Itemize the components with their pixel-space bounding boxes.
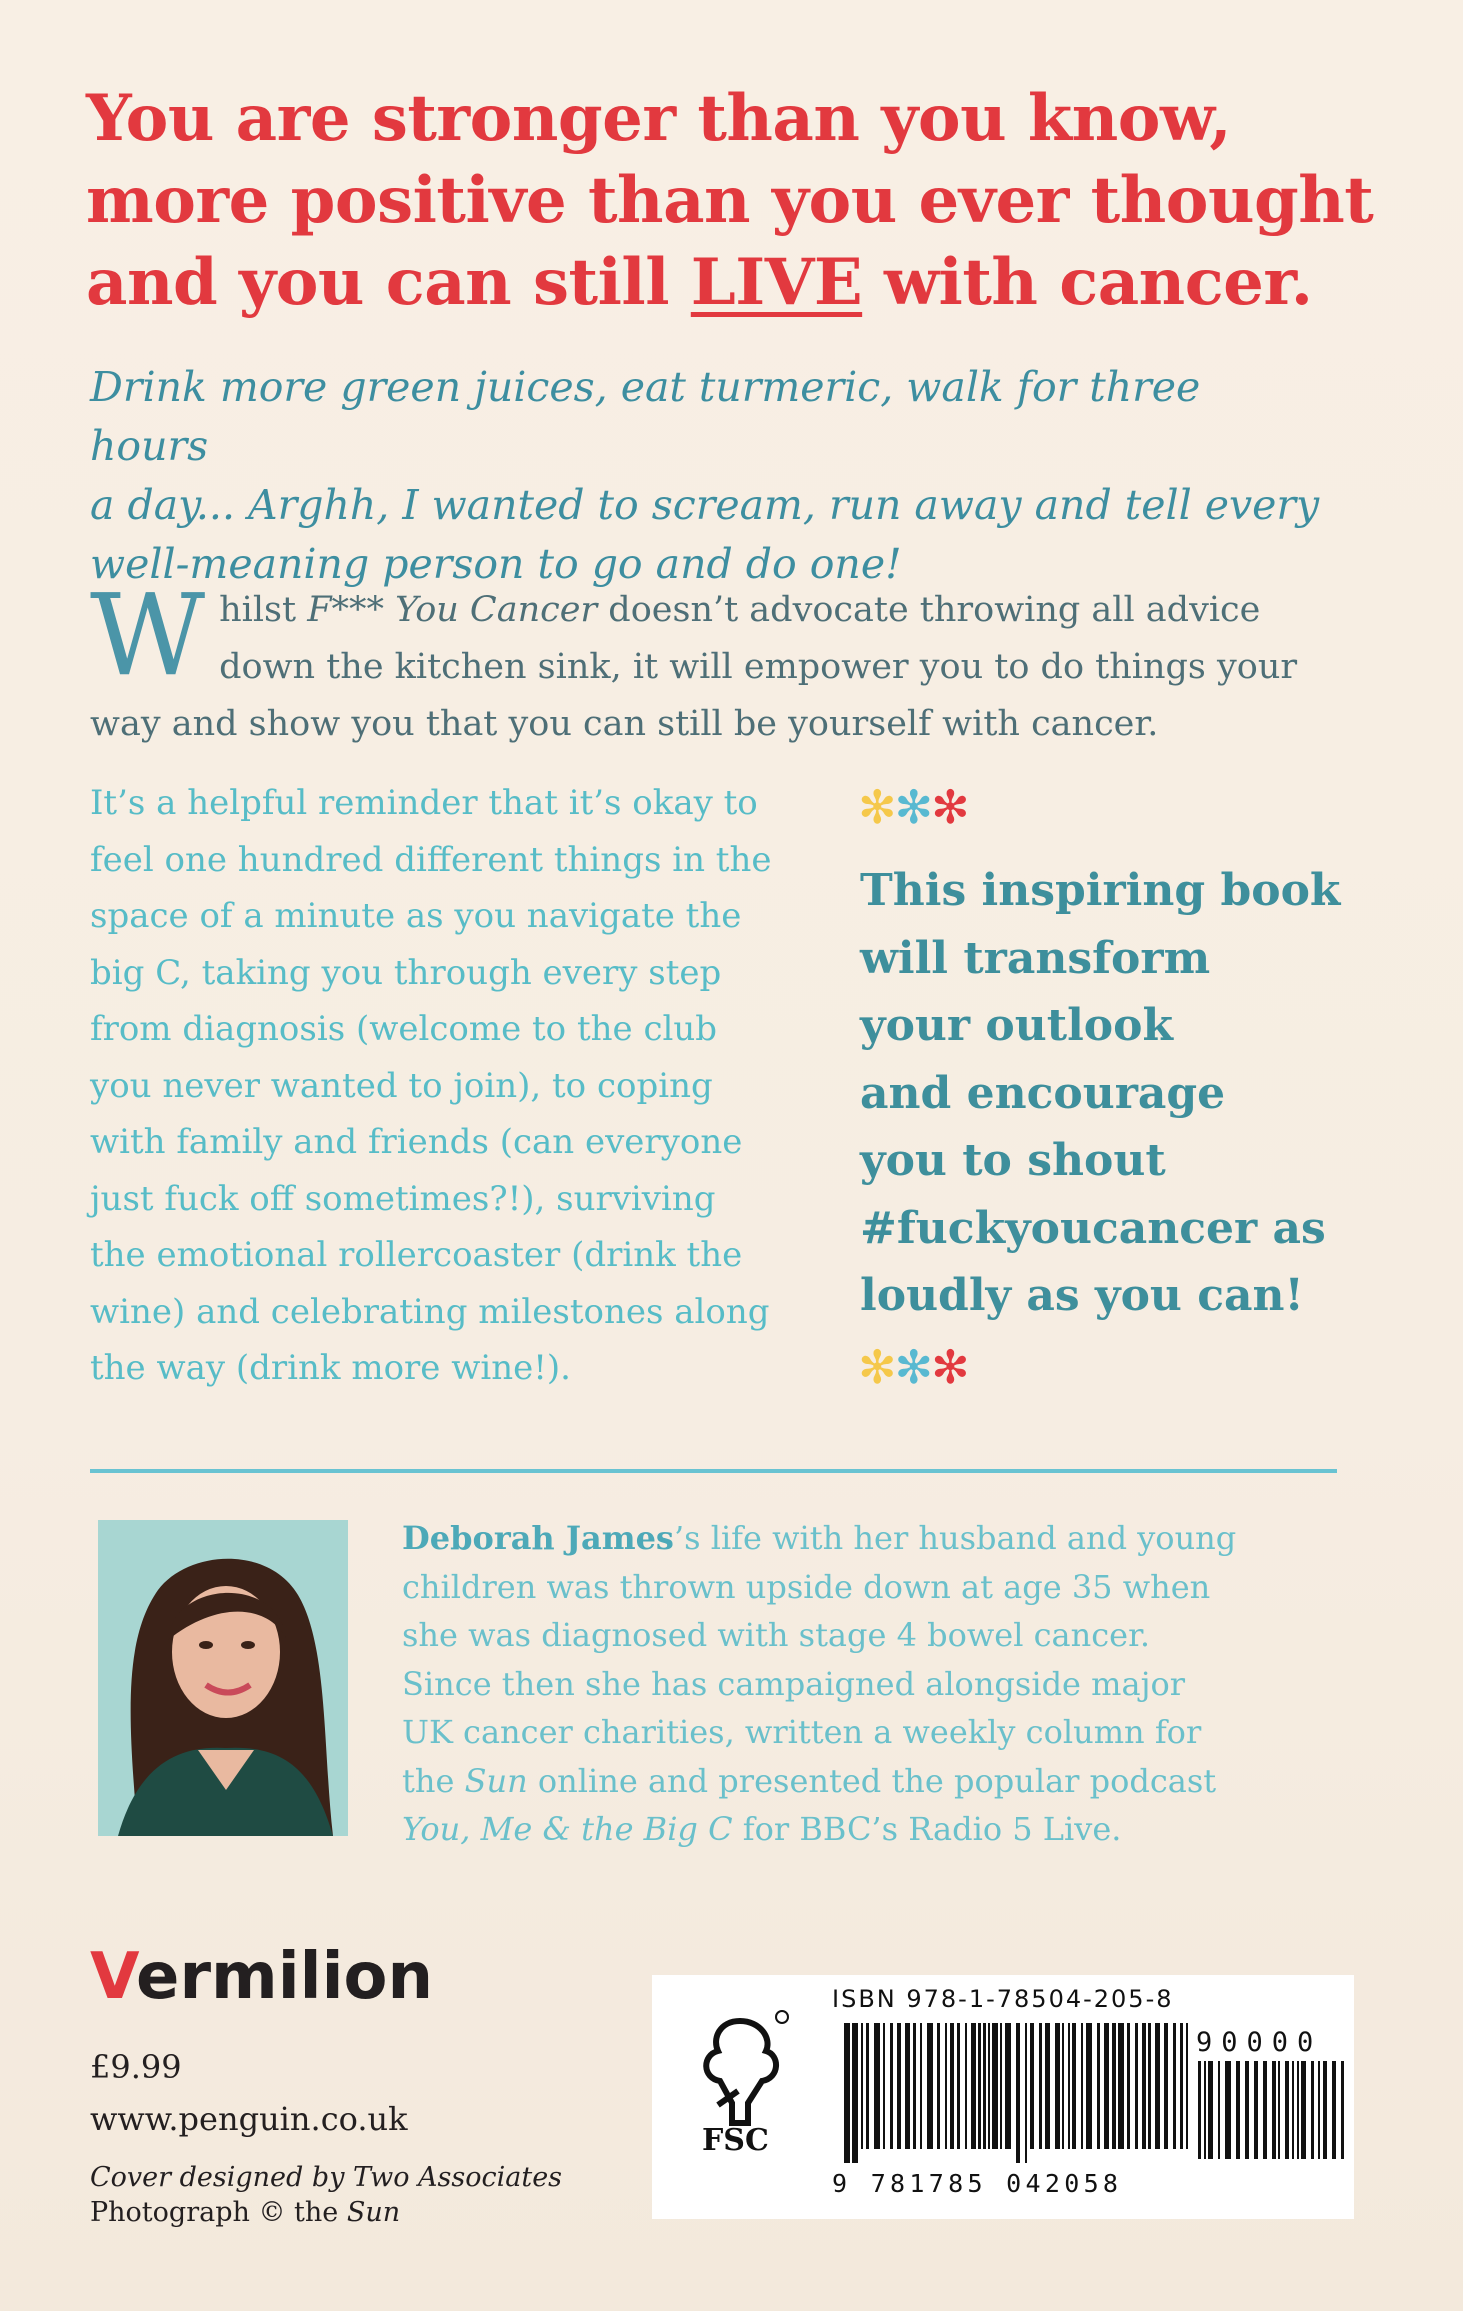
pull-quote: [860, 857, 1400, 1330]
barcode-bar: [1148, 2023, 1151, 2149]
asterisk-blue-icon: ✻: [894, 1340, 932, 1394]
fsc-label: FSC: [702, 2123, 769, 2158]
barcode-bar: [1254, 2061, 1258, 2159]
barcode-bar: [1005, 2023, 1011, 2149]
barcode-bar: [1112, 2023, 1116, 2149]
barcode-digits: 9 781785 042058: [832, 2169, 1123, 2198]
barcode-bar: [1142, 2023, 1146, 2149]
bio-line-6: [402, 1757, 1322, 1806]
barcode-addon-digits: 90000: [1196, 2027, 1323, 2058]
author-name: Deborah James: [402, 1519, 674, 1557]
body-line: with family and friends (can everyone: [90, 1122, 743, 1162]
intro-line-1-pre: hilst: [219, 590, 308, 630]
cover-credit: [90, 2160, 562, 2195]
photo-credit-label: Photograph © the: [90, 2197, 347, 2228]
barcode-bar: [1204, 2061, 1206, 2159]
bio-podcast-title: You, Me & the Big C: [402, 1810, 733, 1848]
body-column: [90, 775, 820, 1397]
bio-line-6-post: online and presented the popular podcast: [527, 1761, 1217, 1800]
asterisk-red-icon: ✻: [931, 780, 968, 834]
bio-line-1: [402, 1514, 1322, 1563]
photo-credit: [90, 2195, 562, 2230]
cover-credit-designer: Two Associates: [344, 2162, 563, 2193]
barcode-main-icon: [842, 2023, 1192, 2163]
vermilion-logo-v: V: [90, 1940, 137, 2014]
barcode-bar: [1118, 2023, 1124, 2149]
cover-credit-label: Cover designed by: [90, 2162, 345, 2193]
barcode-bar: [927, 2023, 933, 2149]
barcode-bar: [1263, 2061, 1267, 2159]
barcode-bar: [1292, 2061, 1294, 2159]
price: £9.99: [90, 2048, 182, 2086]
barcode-bar: [913, 2023, 916, 2149]
barcode-bar: [890, 2023, 893, 2149]
section-divider: [90, 1469, 1337, 1473]
body-line: the emotional rollercoaster (drink the: [90, 1235, 743, 1275]
photo-credit-source: Sun: [346, 2197, 401, 2228]
barcode-bar: [1341, 2061, 1344, 2159]
barcode-bar: [844, 2023, 850, 2163]
barcode-bar: [1180, 2023, 1183, 2149]
barcode-bar: [988, 2023, 990, 2149]
headline-live-emphasis: LIVE: [690, 245, 863, 320]
pull-quote-line: you to shout: [860, 1135, 1166, 1186]
barcode-bar: [1086, 2023, 1092, 2149]
intro-paragraph: [90, 571, 1330, 753]
bio-line-1-post: ’s life with her husband and young: [673, 1519, 1237, 1557]
pull-quote-line: your outlook: [860, 1000, 1173, 1051]
barcode-bar: [874, 2023, 880, 2149]
pull-quote-line: and encourage: [860, 1067, 1226, 1119]
bio-line-7: [402, 1805, 1322, 1854]
barcode-bar: [920, 2023, 922, 2149]
body-line: It’s a helpful reminder that it’s okay to: [90, 783, 758, 823]
drop-cap: W: [90, 571, 206, 701]
barcode-bar: [1318, 2061, 1320, 2159]
isbn-label: ISBN 978-1-78504-205-8: [832, 1985, 1174, 2013]
headline-line-3-pre: and you can still: [86, 245, 691, 320]
barcode-bar: [1062, 2023, 1064, 2149]
vermilion-logo: [90, 1940, 433, 2014]
barcode-bar: [1278, 2061, 1280, 2159]
pull-quote-line: #fuckyoucancer as: [860, 1202, 1326, 1254]
barcode-bar: [957, 2023, 960, 2149]
barcode-bar: [1186, 2023, 1188, 2149]
barcode-bar: [937, 2023, 940, 2149]
body-line: from diagnosis (welcome to the club: [90, 1009, 718, 1049]
barcode-bar: [1285, 2061, 1289, 2159]
asterisk-ornament-top: [858, 780, 968, 834]
barcode-bar: [1332, 2061, 1336, 2159]
barcode-bar: [1104, 2023, 1109, 2149]
barcode-bar: [1072, 2023, 1076, 2149]
body-line: you never wanted to join), to coping: [90, 1065, 713, 1106]
author-photo: [98, 1520, 348, 1836]
barcode-bar: [983, 2023, 986, 2149]
headline-line-2: more positive than you ever thought: [86, 163, 1374, 238]
body-line: big C, taking you through every step: [90, 952, 722, 993]
barcode-bar: [905, 2023, 910, 2149]
asterisk-red-icon: ✻: [931, 1340, 968, 1394]
barcode-bar: [1297, 2061, 1299, 2159]
barcode-bar: [1039, 2023, 1042, 2149]
barcode-bar: [1097, 2023, 1100, 2149]
barcode-bar: [1208, 2061, 1213, 2159]
barcode-bar: [945, 2023, 947, 2149]
barcode-bar: [1225, 2061, 1231, 2159]
barcode-bar: [1000, 2023, 1002, 2149]
barcode-bar: [1311, 2061, 1314, 2159]
body-line: the way (drink more wine!).: [90, 1348, 571, 1388]
barcode-bar: [1045, 2023, 1050, 2149]
barcode-bar: [965, 2023, 967, 2149]
barcode-bar: [950, 2023, 954, 2149]
barcode-bar: [978, 2023, 981, 2149]
bio-line-5: UK cancer charities, written a weekly column for: [402, 1713, 1202, 1751]
vermilion-logo-rest: ermilion: [136, 1940, 434, 2014]
barcode-bar: [1173, 2023, 1176, 2149]
body-line: just fuck off sometimes?!), surviving: [90, 1178, 716, 1219]
tagline-quote: [90, 358, 1330, 594]
barcode-bar: [1323, 2061, 1327, 2159]
barcode-bar: [971, 2023, 976, 2149]
barcode-bar: [1081, 2023, 1083, 2149]
bio-line-6-pre: the: [402, 1761, 465, 1800]
intro-book-title: F*** You Cancer: [307, 590, 598, 630]
barcode-bar: [1016, 2023, 1020, 2163]
bio-line-4: Since then she has campaigned alongside major: [402, 1664, 1186, 1703]
body-line: wine) and celebrating milestones along: [90, 1291, 770, 1332]
bio-line-3: she was diagnosed with stage 4 bowel cancer.: [402, 1616, 1151, 1654]
barcode-panel: [652, 1975, 1354, 2219]
barcode-bar: [1025, 2023, 1027, 2163]
barcode-bar: [1127, 2023, 1130, 2149]
barcode-bar: [992, 2023, 998, 2149]
credits: [90, 2160, 562, 2230]
bio-sun-title: Sun: [464, 1761, 528, 1800]
barcode-bar: [1135, 2023, 1138, 2149]
asterisk-yellow-icon: ✻: [858, 1340, 895, 1394]
intro-line-2: down the kitchen sink, it will empower you to do things your: [219, 647, 1298, 687]
headline: [86, 78, 1406, 324]
barcode-bar: [883, 2023, 885, 2149]
headline-line-1: You are stronger than you know,: [86, 81, 1232, 156]
asterisk-yellow-icon: ✻: [858, 780, 895, 834]
intro-line-1-post: doesn’t advocate throwing all advice: [597, 590, 1261, 630]
bio-line-7-post: for BBC’s Radio 5 Live.: [732, 1810, 1122, 1848]
intro-line-1: [90, 582, 1330, 639]
asterisk-ornament-bottom: [858, 1340, 968, 1394]
pull-quote-line: This inspiring book: [860, 865, 1341, 916]
barcode-bar: [1236, 2061, 1240, 2159]
barcode-bar: [1218, 2061, 1220, 2159]
body-line: space of a minute as you navigate the: [90, 896, 742, 936]
barcode-bar: [866, 2023, 869, 2149]
barcode-bar: [1030, 2023, 1034, 2149]
tagline-line-2: a day... Arghh, I wanted to scream, run away and tell every: [90, 481, 1320, 529]
tagline-line-3: well-meaning person to go and do one!: [90, 540, 902, 588]
barcode-bar: [861, 2023, 863, 2149]
barcode-bar: [1164, 2023, 1168, 2149]
author-portrait-icon: [98, 1520, 348, 1836]
barcode-bar: [1055, 2023, 1060, 2149]
body-line: feel one hundred different things in the: [90, 839, 772, 880]
barcode-bar: [1068, 2023, 1070, 2149]
headline-line-3-post: with cancer.: [862, 245, 1313, 320]
bio-line-2: children was thrown upside down at age 35 when: [402, 1567, 1211, 1606]
barcode-bar: [897, 2023, 901, 2149]
publisher-url: www.penguin.co.uk: [90, 2100, 408, 2138]
barcode-bar: [852, 2023, 858, 2163]
tagline-line-1: Drink more green juices, eat turmeric, walk for three hours: [90, 363, 1201, 470]
barcode-addon-icon: [1196, 2061, 1346, 2173]
barcode-bar: [1301, 2061, 1306, 2159]
headline-line-3: [86, 242, 1406, 324]
barcode-bar: [1272, 2061, 1276, 2159]
intro-line-3: way and show you that you can still be yourself with cancer.: [90, 704, 1159, 744]
pull-quote-line: will transform: [860, 932, 1211, 984]
barcode-bar: [1245, 2061, 1249, 2159]
barcode-bar: [1155, 2023, 1160, 2149]
barcode-bar: [1198, 2061, 1201, 2159]
asterisk-blue-icon: ✻: [894, 780, 932, 834]
author-bio: [402, 1514, 1322, 1854]
pull-quote-line: loudly as you can!: [860, 1270, 1304, 1321]
